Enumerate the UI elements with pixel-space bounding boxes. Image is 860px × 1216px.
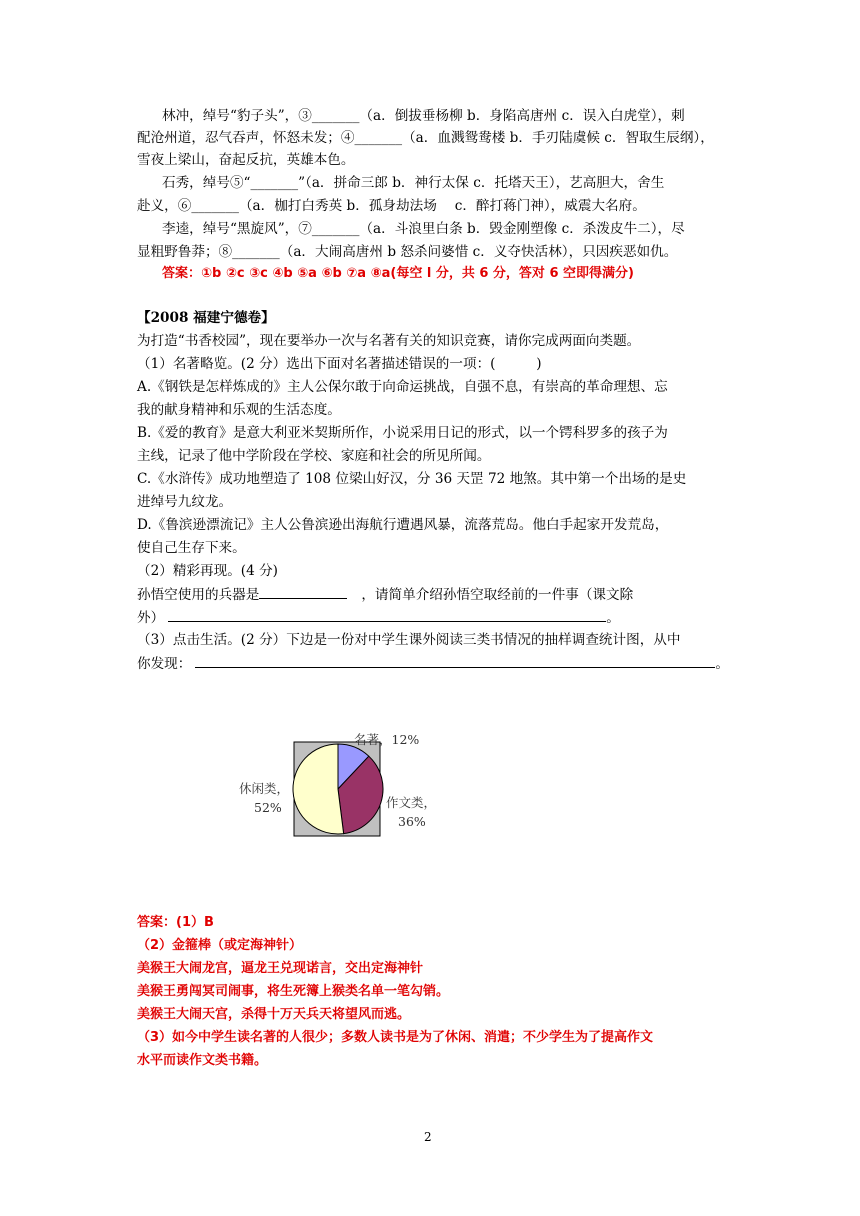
label-zuowen: 作文类，: [386, 795, 437, 810]
option-b-line1: B.《爱的教育》是意大利亚米契斯所作，小说采用日记的形式，以一个锷科罗多的孩子为: [137, 425, 668, 441]
label-xiuxian: 休闲类，: [239, 781, 290, 796]
pie-chart: [226, 724, 466, 844]
option-d-line1: D.《鲁滨逊漂流记》主人公鲁滨逊出海航行遭遇风暴，流落荒岛。他白手起家开发荒岛，: [137, 517, 669, 533]
answer2-line3: 美猴王大闹龙宫，逼龙王兑现诺言，交出定海神针: [137, 961, 424, 976]
answer2-line2: （2）金箍棒（或定海神针）: [137, 938, 303, 953]
intro-text: 为打造“书香校园”，现在要举办一次与名著有关的知识竞赛，请你完成两面向类题。: [137, 333, 641, 349]
option-c-line1: C.《水浒传》成功地塑造了 108 位梁山好汉，分 36 天罡 72 地煞。其中第一个出场的是史: [137, 471, 687, 487]
answer2-line4: 美猴王勇闯冥司闹事，将生死簿上猴类名单一笔勾销。: [137, 984, 450, 999]
option-a-line1: A.《钢铁是怎样炼成的》主人公保尔敢于向命运挑战，自强不息，有崇高的革命理想、忘: [137, 379, 668, 395]
discovery-blank[interactable]: [195, 653, 715, 668]
answer2-line1: 答案：(1）B: [137, 915, 214, 930]
para-shixiu-line1: 石秀，绰号⑤“_______”（a．拼命三郎 b．神行太保 c．托塔天王），艺高胆大，舍生: [162, 175, 665, 191]
question-3-prompt: [137, 653, 729, 674]
para-linchong-line1: 林冲，绰号“豹子头”，③_______（a．倒拔垂杨柳 b．身陷高唐州 c．误入白虎堂），刺: [162, 108, 685, 124]
para-linchong-line3: 雪夜上梁山，奋起反抗，英雄本色。: [137, 152, 355, 168]
para-shixiu-line2: 赴义，⑥_______（a．枷打白秀英 b．孤身劫法场 c．醉打蒋门神），威震大名府。: [137, 198, 646, 214]
para-likui-line2: 显粗野鲁莽；⑧_______（a．大闹高唐州 b 怒杀问婆惜 c．义夺快活林），只因疾恶如仇。: [137, 244, 678, 260]
answer2-line6: （3）如今中学生读名著的人很少；多数人读书是为了休闲、消遣；不少学生为了提高作文: [137, 1030, 654, 1045]
label-xiuxian-pct: 52%: [254, 800, 282, 815]
answer2-line5: 美猴王大闹天宫，杀得十万天兵天将望风而逃。: [137, 1007, 411, 1022]
label-mingzhu: 名著，12%: [354, 732, 420, 747]
answer2-line7: 水平而读作文类书籍。: [137, 1053, 268, 1068]
q3-text-c: 。: [715, 656, 729, 672]
section-title: 【2008 福建宁德卷】: [137, 310, 275, 326]
q2-text-b: ，请简单介绍孙悟空取经前的一件事（课文除: [361, 587, 634, 603]
label-zuowen-pct: 36%: [398, 814, 426, 829]
question-2-prompt-cont: [137, 607, 620, 628]
question-3: （3）点击生活。(2 分）下边是一份对中学生课外阅读三类书情况的抽样调查统计图，从中: [137, 632, 681, 648]
option-d-line2: 使自己生存下来。: [137, 540, 246, 556]
q2-text-c: 外）: [137, 610, 165, 626]
weapon-blank[interactable]: [259, 584, 347, 599]
q2-text-a: 孙悟空使用的兵器是: [137, 587, 260, 603]
para-likui-line1: 李逵，绰号“黑旋风”，⑦_______（a．斗浪里白条 b．毁金刚塑像 c．杀泼皮牛二），尽: [162, 221, 685, 237]
option-a-line2: 我的献身精神和乐观的生活态度。: [137, 402, 341, 418]
option-c-line2: 进绰号九纹龙。: [137, 494, 233, 510]
question-2-prompt: [137, 584, 633, 605]
story-blank[interactable]: [168, 607, 606, 622]
para-linchong-line2: 配沧州道，忍气吞声，怀怒未发；④_______（a．血溅鸳鸯楼 b．手刃陆虞候 c．智取生辰纲），: [137, 130, 714, 146]
question-1: （1）名著略览。(2 分）选出下面对名著描述错误的一项：( ): [137, 356, 542, 372]
option-b-line2: 主线，记录了他中学阶段在学校、家庭和社会的所见所闻。: [137, 448, 491, 464]
answer-line-1: 答案：①b ②c ③c ④b ⑤a ⑥b ⑦a ⑧a(每空 l 分，共 6 分，答对 6 空即得满分): [162, 266, 634, 281]
question-2: （2）精彩再现。(4 分): [137, 563, 278, 579]
q3-text-b: 你发现：: [137, 656, 192, 672]
q2-text-d: 。: [606, 610, 620, 626]
page-number: 2: [424, 1130, 432, 1144]
